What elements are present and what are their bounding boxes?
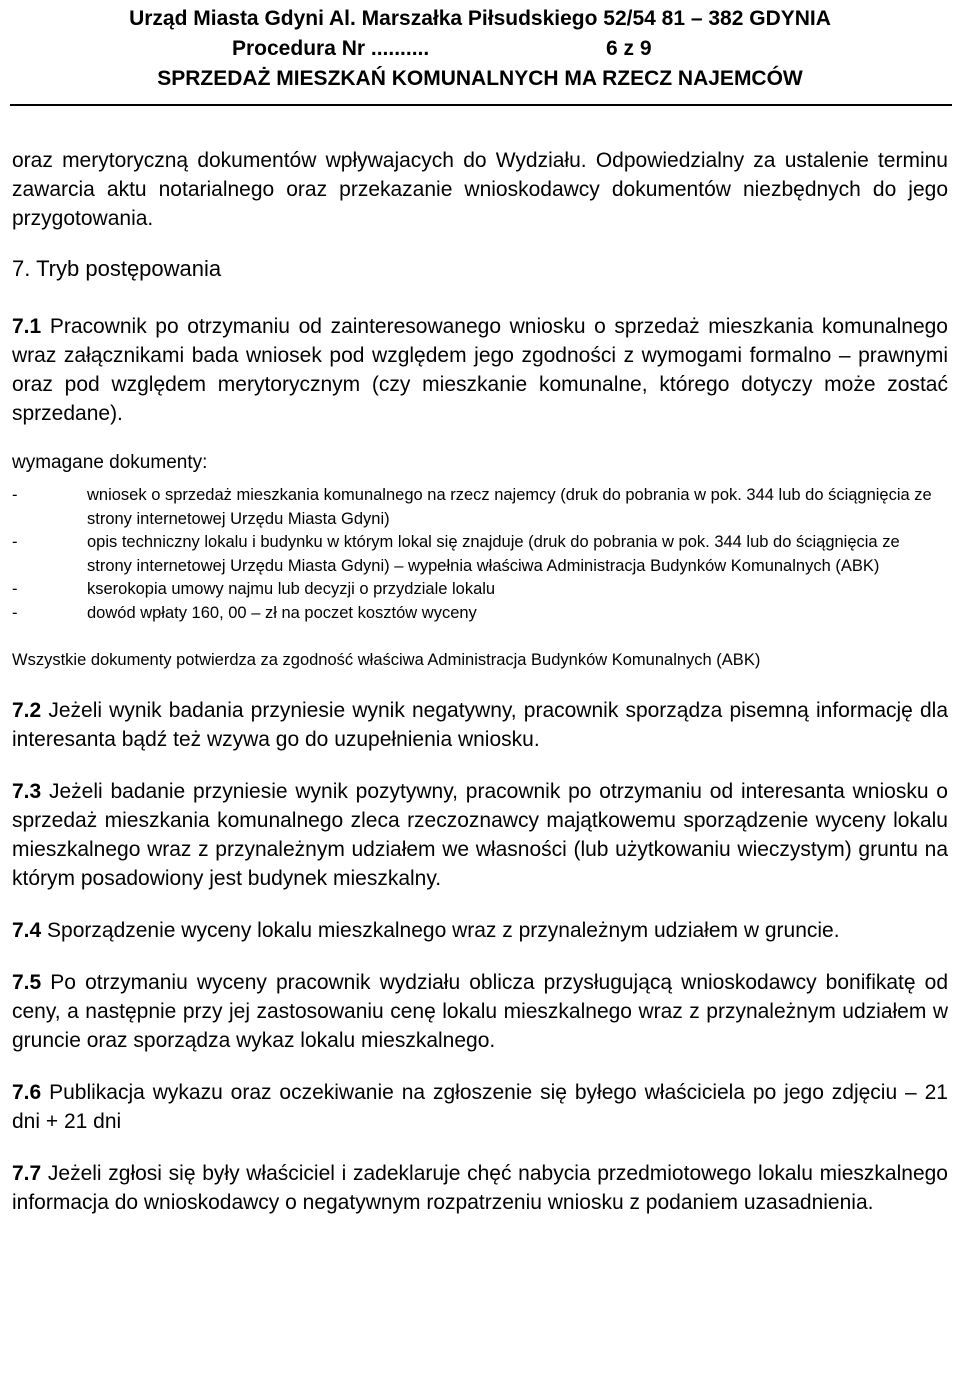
list-item-text: wniosek o sprzedaż mieszkania komunalnego na rzecz najemcy (druk do pobrania w pok. 344 lub do ściągnięcia ze strony internetowej Urzędu Miasta Gdyni) — [87, 486, 932, 528]
document-title: SPRZEDAŻ MIESZKAŃ KOMUNALNYCH MA RZECZ NAJEMCÓW — [157, 67, 803, 90]
section-number: 7.3 — [12, 779, 42, 803]
section-number: 7.2 — [12, 698, 42, 722]
list-item-text: kserokopia umowy najmu lub decyzji o przydziale lokalu — [87, 580, 496, 598]
section-7-4 — [12, 916, 948, 945]
section-7-1 — [12, 312, 948, 428]
section-7-5 — [12, 968, 948, 1055]
list-item-text: opis techniczny lokalu i budynku w którym lokal się znajduje (druk do pobrania w pok. 344 lub do ściągnięcia ze strony internetowej Urzędu Miasta Gdyni) – wypełnia właściwa Administracja Budynków Komunalnych (ABK) — [87, 533, 900, 575]
list-dash: - — [12, 486, 18, 504]
list-item-text: dowód wpłaty 160, 00 – zł na poczet kosztów wyceny — [87, 603, 477, 622]
section-text: Jeżeli zgłosi się były właściciel i zadeklaruje chęć nabycia przedmiotowego lokalu mieszkalnego informacja do wnioskodawcy o negatywnym rozpatrzeniu wniosku z podaniem uzasadnienia. — [12, 1161, 948, 1214]
list-dash: - — [12, 533, 18, 551]
section-heading: 7. Tryb postępowania — [12, 256, 222, 281]
required-documents-list — [12, 484, 948, 625]
section-text: Sporządzenie wyceny lokalu mieszkalnego wraz z przynależnym udziałem w gruncie. — [41, 918, 840, 942]
required-documents-title: wymagane dokumenty: — [12, 452, 208, 473]
section-number: 7.7 — [12, 1161, 42, 1185]
section-text: Publikacja wykazu oraz oczekiwanie na zgłoszenie się byłego właściciela po jego zdjęciu – 21 dni + 21 dni — [12, 1080, 948, 1133]
document-body — [12, 146, 948, 1217]
office-address: Urząd Miasta Gdyni Al. Marszałka Piłsudskiego 52/54 81 – 382 GDYNIA — [129, 7, 831, 30]
intro-paragraph: oraz merytoryczną dokumentów wpływajacych do Wydziału. Odpowiedzialny za ustalenie terminu zawarcia aktu notarialnego oraz przekazanie wnioskodawcy dokumentów niezbędnych do jego przygotowania. — [12, 149, 948, 230]
section-7-2 — [12, 696, 948, 754]
list-item — [12, 602, 948, 626]
list-item — [12, 531, 948, 578]
section-text: Jeżeli wynik badania przyniesie wynik negatywny, pracownik sporządza pisemną informację dla interesanta bądź też wzywa go do uzupełnienia wniosku. — [12, 698, 948, 751]
list-item — [12, 578, 948, 602]
section-number: 7.6 — [12, 1080, 42, 1104]
list-dash: - — [12, 603, 18, 622]
procedure-number: Procedura Nr .......... — [232, 37, 430, 60]
header-divider — [10, 104, 952, 106]
page-counter: 6 z 9 — [606, 37, 652, 60]
section-7-6 — [12, 1078, 948, 1136]
section-7-3 — [12, 777, 948, 893]
section-text: Pracownik po otrzymaniu od zainteresowanego wniosku o sprzedaż mieszkania komunalnego wraz załącznikami bada wniosek pod względem jego zgodności z wymogami formalno – prawnymi oraz pod względem merytorycznym (czy mieszkanie komunalne, którego dotyczy może zostać sprzedane). — [12, 315, 948, 425]
section-number: 7.4 — [12, 918, 42, 942]
section-number: 7.1 — [12, 315, 42, 338]
section-text: Jeżeli badanie przyniesie wynik pozytywny, pracownik po otrzymaniu od interesanta wniosku o sprzedaż mieszkania komunalnego zleca rzeczoznawcy majątkowemu sporządzenie wyceny lokalu mieszkalnego wraz z przynależnym udziałem we własności (lub użytkowaniu wieczystym) gruntu na którym posadowiony jest budynek mieszkalny. — [12, 779, 948, 890]
section-text: Po otrzymaniu wyceny pracownik wydziału oblicza przysługującą wnioskodawcy bonifikatę od ceny, a następnie przy jej zastosowaniu cenę lokalu mieszkalnego wraz z przynależnym udziałem w gruncie oraz sporządza wykaz lokalu mieszkalnego. — [12, 970, 948, 1052]
section-number: 7.5 — [12, 970, 42, 994]
certification-note: Wszystkie dokumenty potwierdza za zgodność właściwa Administracja Budynków Komunalnych (ABK) — [12, 651, 761, 669]
list-item — [12, 484, 948, 531]
list-dash: - — [12, 580, 18, 598]
section-7-7 — [12, 1159, 948, 1217]
